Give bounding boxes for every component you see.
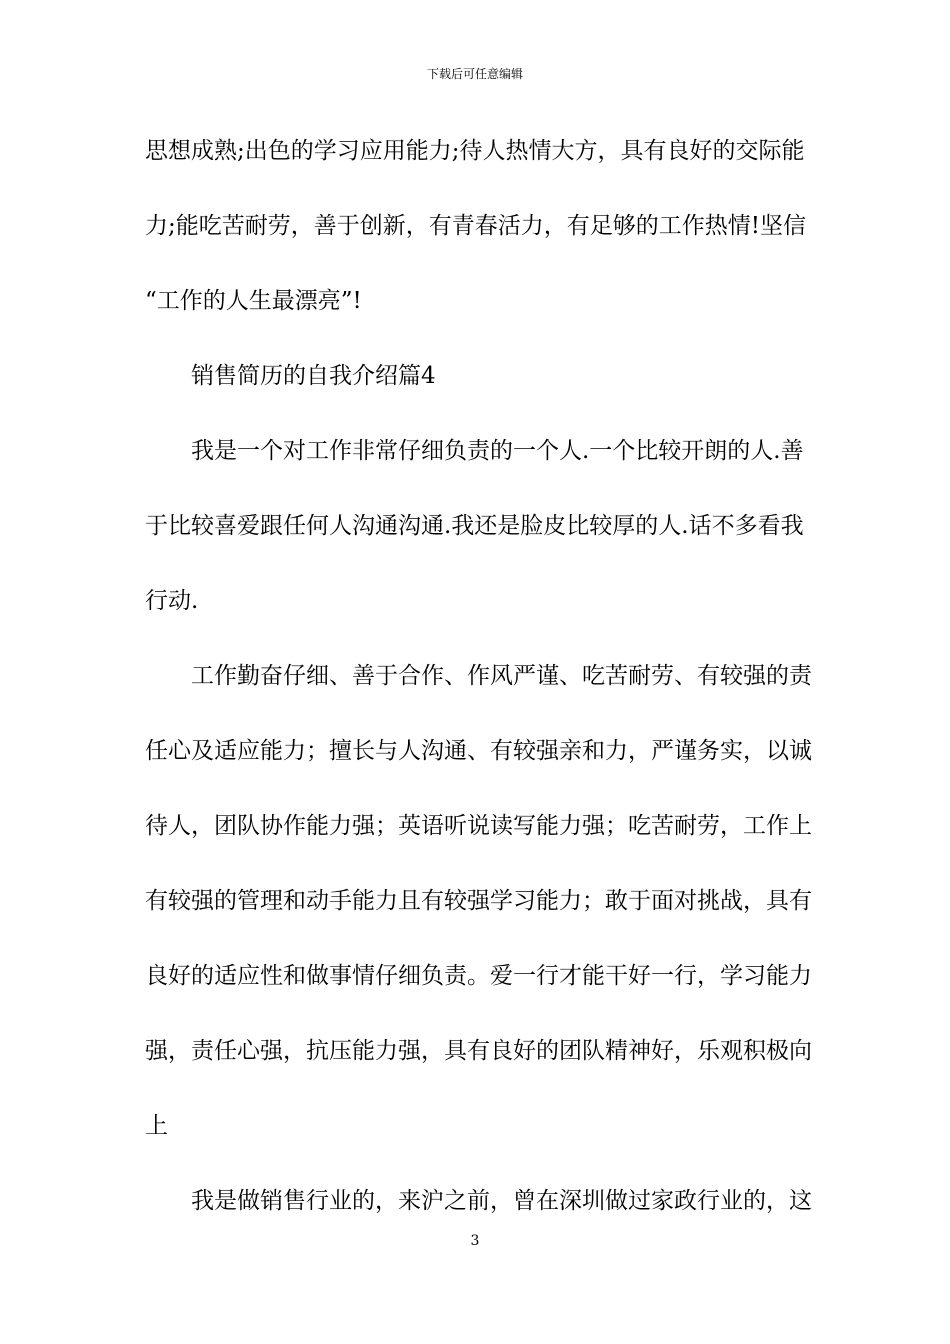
text-line: 强，责任心强，抗压能力强，具有良好的团队精神好，乐观积极向 <box>145 1038 812 1064</box>
text-line: 上 <box>145 1113 168 1139</box>
text-line: 良好的适应性和做事情仔细负责。爱一行才能干好一行，学习能力 <box>145 963 812 989</box>
page-header: 下载后可任意编辑 <box>426 67 523 81</box>
text-line: 有较强的管理和动手能力且有较强学习能力；敢于面对挑战，具有 <box>145 888 812 914</box>
text-line: “工作的人生最漂亮”! <box>145 288 362 314</box>
paragraph-first-line: 工作勤奋仔细、善于合作、作风严谨、吃苦耐劳、有较强的责 <box>191 663 812 689</box>
text-line: 于比较喜爱跟任何人沟通沟通.我还是脸皮比较厚的人.话不多看我 <box>145 513 804 539</box>
paragraph-first-line: 我是一个对工作非常仔细负责的一个人.一个比较开朗的人.善 <box>191 438 804 464</box>
text-line: 行动. <box>145 588 199 614</box>
text-line: 思想成熟;出色的学习应用能力;待人热情大方，具有良好的交际能 <box>145 138 805 164</box>
text-line: 待人，团队协作能力强；英语听说读写能力强；吃苦耐劳，工作上 <box>145 813 812 839</box>
paragraph-first-line: 我是做销售行业的，来沪之前，曾在深圳做过家政行业的，这 <box>191 1188 812 1214</box>
text-line: 任心及适应能力；擅长与人沟通、有较强亲和力，严谨务实，以诚 <box>145 738 812 764</box>
page-number: 3 <box>470 1233 480 1249</box>
section-heading: 销售简历的自我介绍篇4 <box>191 363 436 389</box>
text-line: 力;能吃苦耐劳，善于创新，有青春活力，有足够的工作热情!坚信 <box>145 213 806 239</box>
